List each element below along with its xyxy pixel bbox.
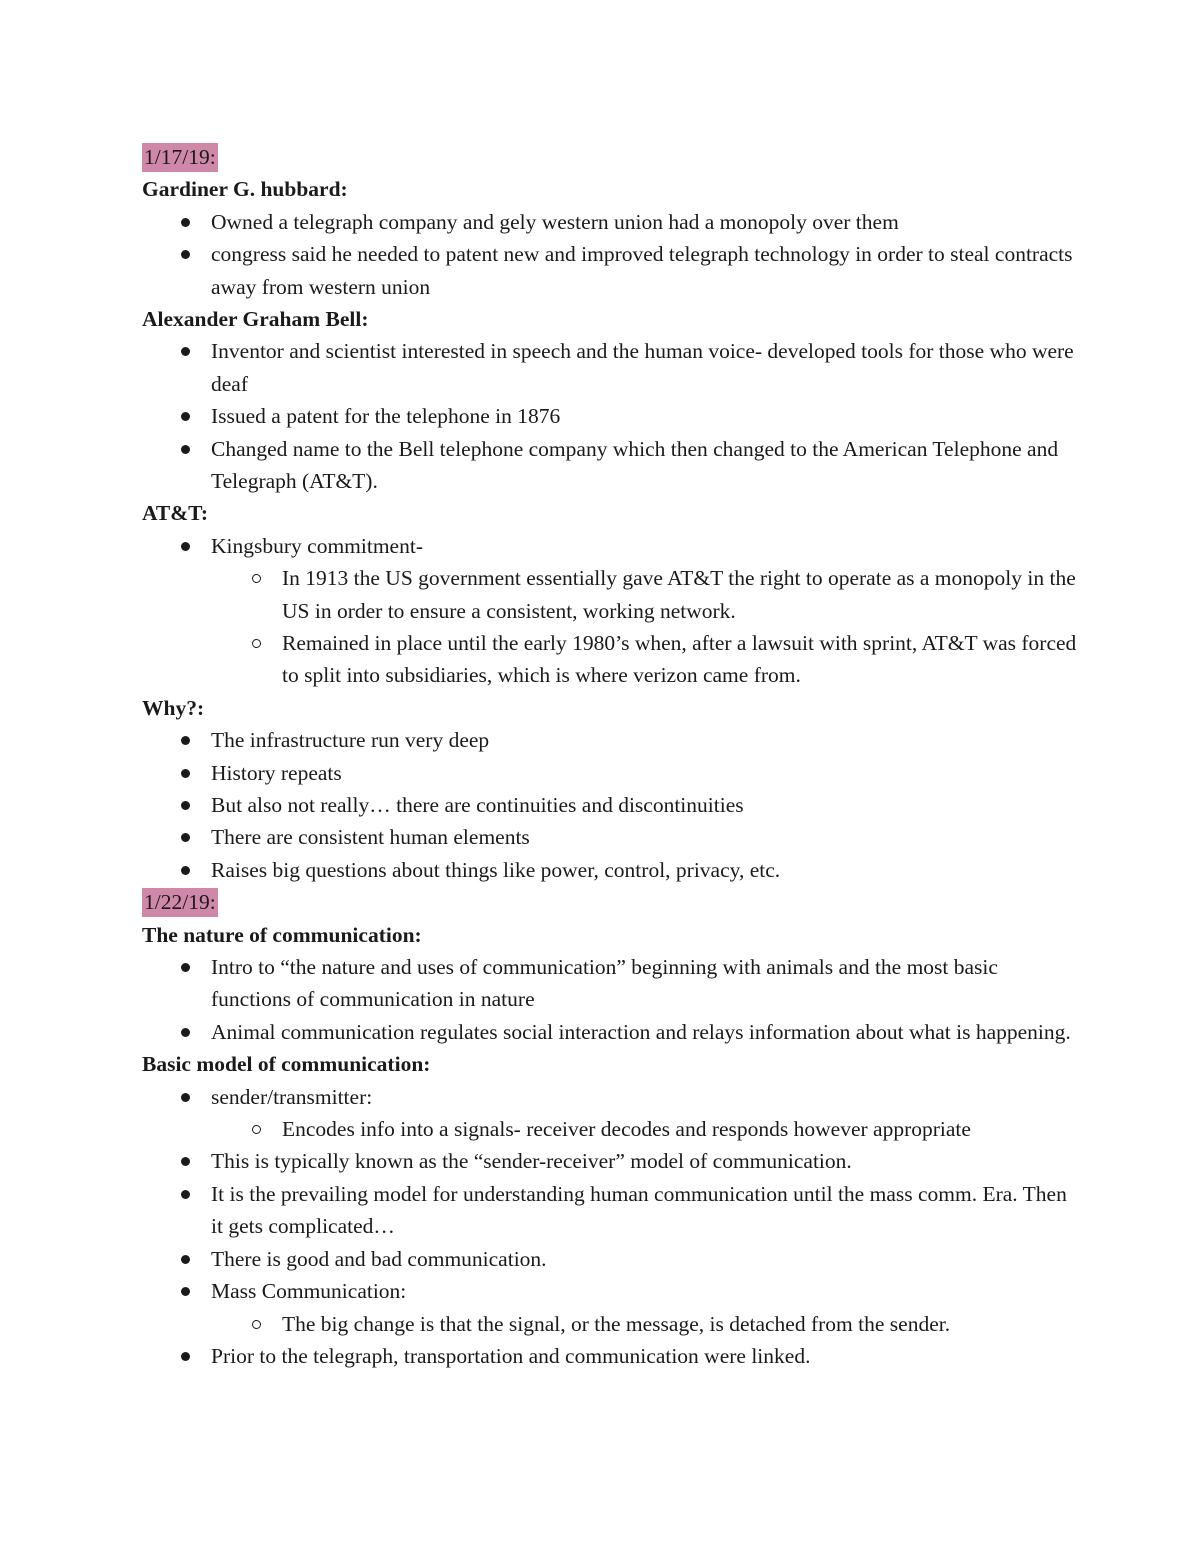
sub-list-item [282,1308,1082,1340]
list-item-text: congress said he needed to patent new and improved telegraph technology in order to steal contracts away from western union [211,242,1073,299]
list-item-text: Issued a patent for the telephone in 1876 [211,404,561,429]
bullet-list [142,1081,1082,1373]
bullet-list [142,951,1082,1048]
bullet-icon [181,1028,190,1037]
bullet-icon [181,542,190,551]
bullet-list [142,206,1082,303]
list-item-text: Mass Communication: [211,1279,407,1304]
hollow-bullet-icon [252,1125,261,1134]
sub-list-item-text: Encodes info into a signals- receiver decodes and responds however appropriate [282,1117,971,1142]
list-item [211,206,1082,238]
topic-heading: The nature of communication: [142,922,422,947]
sub-bullet-list [211,1113,1082,1145]
bullet-icon [181,1255,190,1264]
list-item [211,789,1082,821]
bullet-icon [181,1190,190,1199]
hollow-bullet-icon [252,1320,261,1329]
list-item-text: But also not really… there are continuities and discontinuities [211,793,744,818]
list-item-text: Raises big questions about things like power, control, privacy, etc. [211,857,781,882]
list-item [211,1016,1082,1048]
hollow-bullet-icon [252,574,261,583]
topic-heading: Alexander Graham Bell: [142,307,369,331]
bullet-icon [181,736,190,745]
sub-list-item-text: Remained in place until the early 1980’s when, after a lawsuit with sprint, AT&T was forced to split into subsidiaries, which is where verizon came from. [282,631,1077,688]
sub-list-item [282,627,1082,692]
bullet-list [142,724,1082,886]
list-item [211,757,1082,789]
list-item [211,1145,1082,1177]
bullet-icon [181,1157,190,1166]
bullet-icon [181,833,190,842]
list-item-text: Intro to “the nature and uses of communication” beginning with animals and the most basic functions of communication in nature [211,955,998,1012]
list-item-text: Owned a telegraph company and gely western union had a monopoly over them [211,209,899,234]
list-item-text: Inventor and scientist interested in speech and the human voice- developed tools for those who were deaf [211,339,1074,396]
list-item [211,400,1082,432]
bullet-icon [181,866,190,875]
list-item-text: Animal communication regulates social interaction and relays information about what is happening. [211,1019,1071,1044]
sub-list-item [282,562,1082,627]
bullet-icon [181,1352,190,1361]
sub-list-item [282,1113,1082,1145]
list-item-text: Prior to the telegraph, transportation and communication were linked. [211,1343,811,1368]
bullet-icon [181,769,190,778]
date-highlight: 1/22/19: [142,888,218,917]
list-item [211,951,1082,1016]
list-item [211,1243,1082,1275]
list-item [211,1178,1082,1243]
list-item-text: Kingsbury commitment- [211,533,423,558]
bullet-list [142,530,1082,692]
list-item [211,530,1082,692]
sub-bullet-list [211,562,1082,692]
bullet-icon [181,445,190,454]
date-row [142,141,1082,173]
bullet-icon [181,412,190,421]
list-item-text: sender/transmitter: [211,1084,373,1109]
list-item-text: The infrastructure run very deep [211,728,490,753]
list-item [211,821,1082,853]
list-item [211,1081,1082,1146]
notes-content [142,141,1082,1372]
list-item-text: Changed name to the Bell telephone company which then changed to the American Telephone and Telegraph (AT&T). [211,436,1059,494]
bullet-icon [181,1287,190,1296]
bullet-icon [181,1093,190,1102]
list-item [211,854,1082,886]
topic-heading: AT&T: [142,501,209,526]
list-item [211,238,1082,303]
list-item [211,1340,1082,1372]
topic-heading: Gardiner G. hubbard: [142,177,348,202]
hollow-bullet-icon [252,639,261,648]
bullet-icon [181,250,190,259]
bullet-list [142,335,1082,497]
list-item [211,335,1082,400]
topic-heading: Basic model of communication: [142,1052,431,1077]
bullet-icon [181,218,190,227]
topic-heading: Why?: [142,695,205,720]
list-item [211,1275,1082,1340]
list-item [211,433,1082,498]
list-item-text: It is the prevailing model for understanding human communication until the mass comm. Era. Then it gets complicated… [211,1181,1067,1239]
sub-list-item-text: In 1913 the US government essentially gave AT&T the right to operate as a monopoly in the US in order to ensure a consistent, working network. [282,566,1076,623]
list-item-text: There is good and bad communication. [211,1246,547,1271]
sub-bullet-list [211,1308,1082,1340]
bullet-icon [181,801,190,810]
date-row [142,886,1082,918]
list-item-text: This is typically known as the “sender-receiver” model of communication. [211,1149,852,1174]
list-item [211,724,1082,756]
list-item-text: History repeats [211,760,342,785]
bullet-icon [181,963,190,972]
date-highlight: 1/17/19: [142,143,218,172]
bullet-icon [181,347,190,356]
list-item-text: There are consistent human elements [211,825,530,850]
sub-list-item-text: The big change is that the signal, or the message, is detached from the sender. [282,1311,951,1336]
